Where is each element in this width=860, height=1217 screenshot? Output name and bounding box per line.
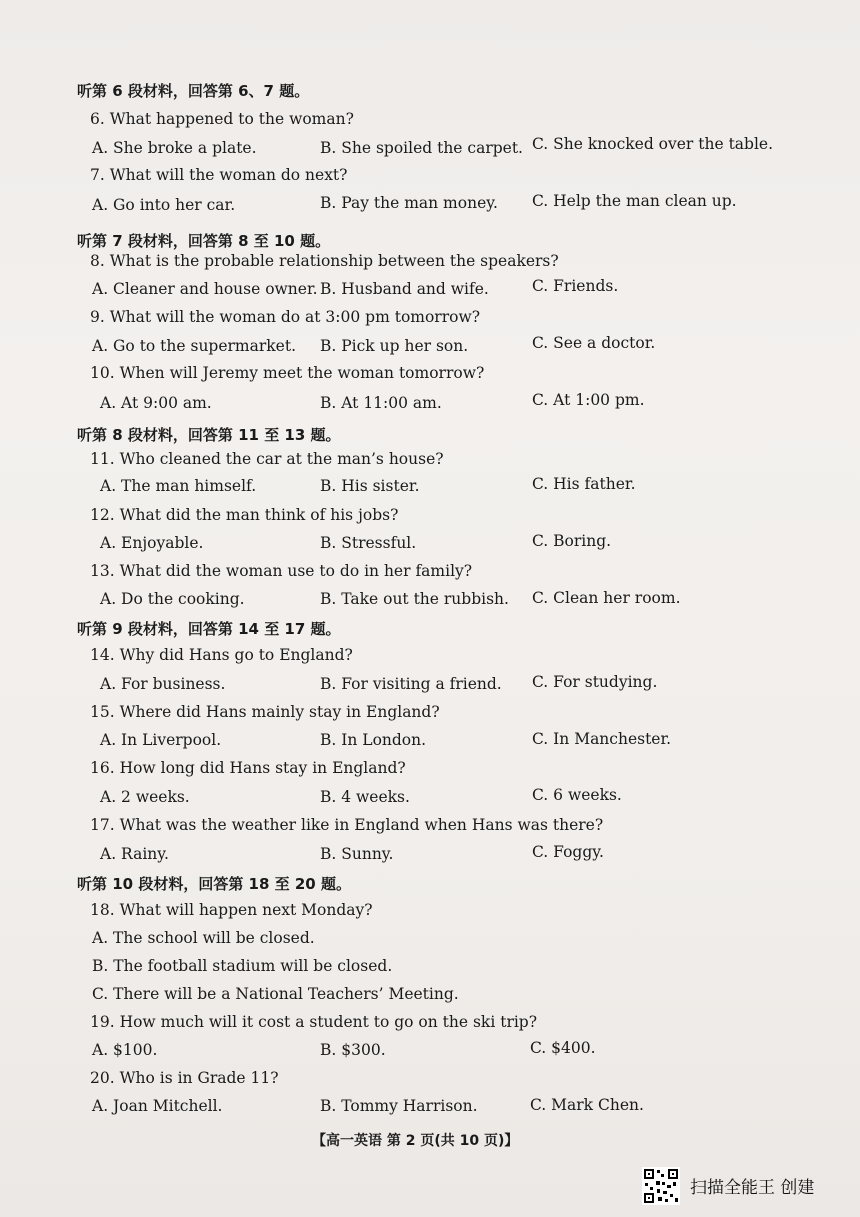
option-c: C. Mark Chen. [530,1096,644,1114]
section-heading: 听第 9 段材料，回答第 14 至 17 题。 [77,620,341,638]
question-text: 20. Who is in Grade 11? [90,1069,279,1087]
question-text: 6. What happened to the woman? [90,110,354,128]
question-text: 19. How much will it cost a student to go on the ski trip? [90,1013,538,1031]
question-text: 13. What did the woman use to do in her family? [90,562,473,580]
option-b: B. For visiting a friend. [320,675,502,693]
option-b: B. Take out the rubbish. [320,590,509,608]
option-c: C. Boring. [532,532,612,550]
option-a: A. $100. [92,1041,158,1059]
option-a: A. She broke a plate. [92,139,257,157]
question-text: 8. What is the probable relationship between the speakers? [90,252,559,270]
question-text: 18. What will happen next Monday? [90,901,373,919]
option-a: A. The school will be closed. [92,929,315,947]
option-b: B. His sister. [320,477,420,495]
option-a: A. Joan Mitchell. [92,1097,223,1115]
question-text: 7. What will the woman do next? [90,166,348,184]
option-c: C. Help the man clean up. [532,192,737,210]
option-b: B. In London. [320,731,427,749]
option-c: C. $400. [530,1039,596,1057]
question-text: 10. When will Jeremy meet the woman tomorrow? [90,364,485,382]
option-b: B. Sunny. [320,845,394,863]
option-b: B. The football stadium will be closed. [92,957,393,975]
question-text: 17. What was the weather like in England when Hans was there? [90,816,604,834]
option-a: A. The man himself. [100,477,257,495]
question-text: 15. Where did Hans mainly stay in England? [90,703,440,721]
option-c: C. For studying. [532,673,658,691]
section-heading: 听第 7 段材料，回答第 8 至 10 题。 [77,232,331,250]
option-a: A. At 9:00 am. [100,394,212,412]
option-a: A. In Liverpool. [100,731,222,749]
option-a: A. Cleaner and house owner. [92,280,318,298]
section-heading: 听第 6 段材料，回答第 6、7 题。 [77,82,310,100]
option-a: A. Do the cooking. [100,590,245,608]
option-b: B. She spoiled the carpet. [320,139,523,157]
option-c: C. There will be a National Teachers’ Meeting. [92,985,459,1003]
option-a: A. Enjoyable. [100,534,204,552]
page-footer: 【高一英语 第 2 页(共 10 页)】 [312,1133,519,1149]
option-a: A. Rainy. [100,845,169,863]
option-c: C. Foggy. [532,843,604,861]
question-text: 14. Why did Hans go to England? [90,646,353,664]
section-heading: 听第 8 段材料，回答第 11 至 13 题。 [77,426,341,444]
option-b: B. Husband and wife. [320,280,489,298]
option-c: C. See a doctor. [532,334,656,352]
question-text: 9. What will the woman do at 3:00 pm tomorrow? [90,308,481,326]
question-text: 11. Who cleaned the car at the man’s house? [90,450,444,468]
option-b: B. Pick up her son. [320,337,469,355]
option-b: B. 4 weeks. [320,788,410,806]
bleed-through-text [480,72,850,1092]
option-c: C. Friends. [532,277,619,295]
option-c: C. Clean her room. [532,589,681,607]
option-b: B. Stressful. [320,534,417,552]
option-a: A. Go into her car. [92,196,236,214]
option-c: C. At 1:00 pm. [532,391,645,409]
option-a: A. Go to the supermarket. [92,337,296,355]
option-c: C. She knocked over the table. [532,135,774,153]
question-text: 16. How long did Hans stay in England? [90,759,406,777]
scanner-brand-label: 扫描全能王 创建 [690,1178,815,1198]
option-b: B. Tommy Harrison. [320,1097,478,1115]
option-c: C. In Manchester. [532,730,672,748]
qr-code-icon [642,1167,680,1205]
option-a: A. 2 weeks. [100,788,190,806]
option-b: B. $300. [320,1041,386,1059]
section-heading: 听第 10 段材料，回答第 18 至 20 题。 [77,875,351,893]
option-c: C. 6 weeks. [532,786,622,804]
question-text: 12. What did the man think of his jobs? [90,506,399,524]
option-b: B. Pay the man money. [320,194,498,212]
option-b: B. At 11:00 am. [320,394,442,412]
option-c: C. His father. [532,475,636,493]
option-a: A. For business. [100,675,226,693]
